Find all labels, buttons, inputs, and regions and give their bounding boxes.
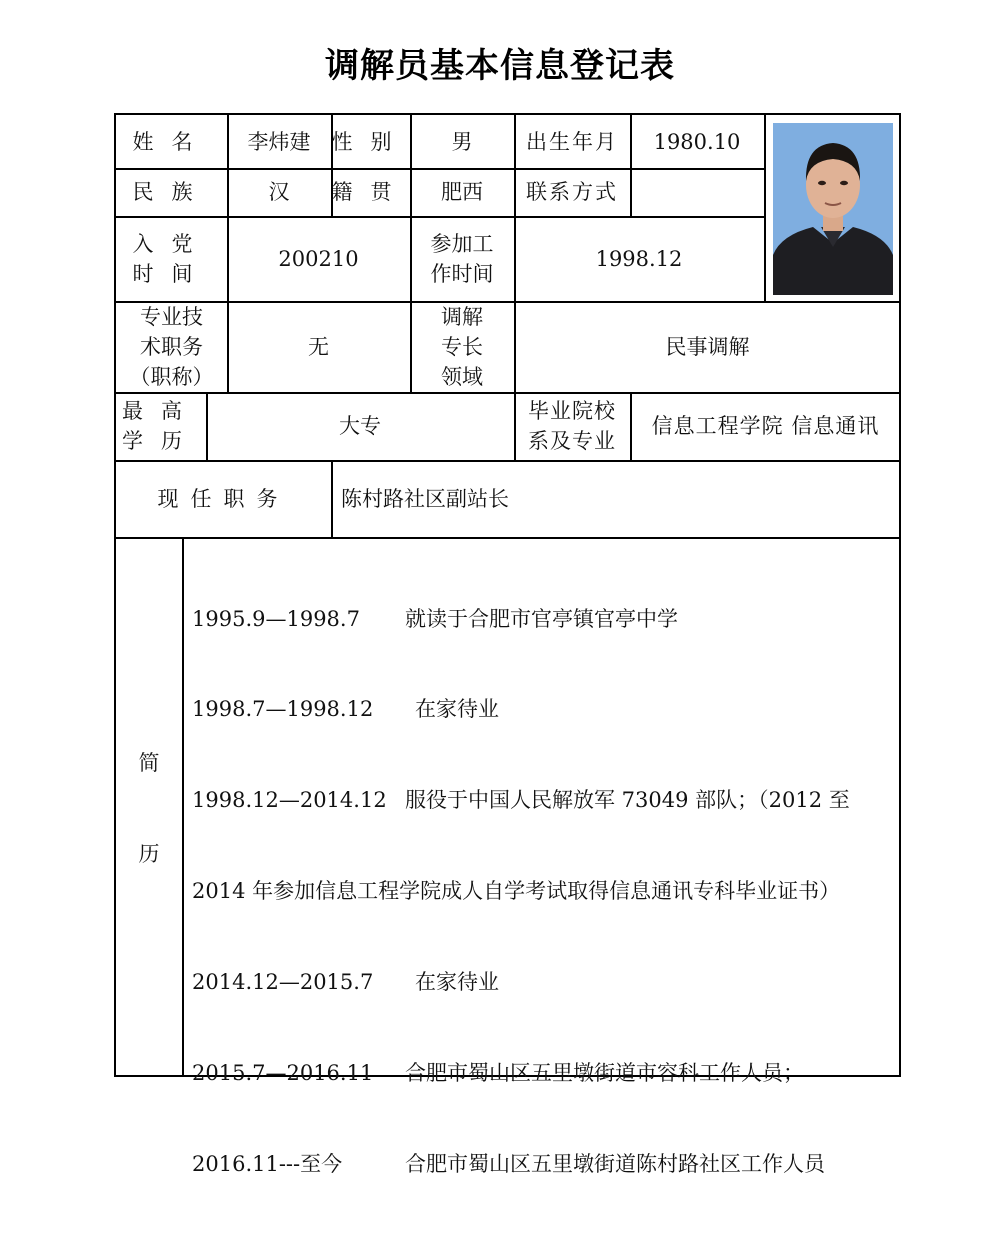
resume-text: 在家待业 xyxy=(415,970,499,995)
native-place-label: 籍贯 xyxy=(331,180,410,204)
ethnicity-value: 汉 xyxy=(268,180,290,204)
prof-title-value: 无 xyxy=(308,334,329,359)
work-start-label-line2: 作时间 xyxy=(430,261,494,286)
mediation-field-label-line1: 调解 xyxy=(441,304,483,329)
party-join-value: 200210 xyxy=(278,246,359,271)
gender-value: 男 xyxy=(451,129,473,154)
school-major-value: 信息工程学院 信息通讯 xyxy=(651,414,880,438)
party-join-label xyxy=(116,216,227,301)
resume-text: 就读于合肥市官亭镇官亭中学 xyxy=(405,606,678,631)
party-join-label-line2: 时间 xyxy=(132,261,211,286)
resume-label-1: 简 xyxy=(138,751,160,775)
name-label: 姓名 xyxy=(132,129,211,154)
resume-text: 2014 年参加信息工程学院成人自学考试取得信息通讯专科毕业证书） xyxy=(192,879,841,904)
prof-title-label-line1: 专业技 xyxy=(140,304,203,329)
mediation-field-label xyxy=(410,301,514,392)
party-join-label-line1: 入党 xyxy=(132,231,211,256)
resume-text: 合肥市蜀山区五里墩街道陈村路社区工作人员 xyxy=(405,1151,825,1176)
prof-title-label xyxy=(116,301,227,392)
resume-date: 1998.12—2014.12 xyxy=(192,788,387,813)
mediation-field-value: 民事调解 xyxy=(665,334,750,359)
resume-entry xyxy=(192,785,897,815)
resume-label-2: 历 xyxy=(138,842,160,866)
resume-entry xyxy=(192,876,897,906)
resume-text: 合肥市蜀山区五里墩街道市容科工作人员； xyxy=(405,1061,804,1086)
birth-label: 出生年月 xyxy=(526,129,618,154)
current-position-label: 现任职务 xyxy=(157,486,290,511)
native-place-value: 肥西 xyxy=(441,180,483,204)
school-major-label-line1: 毕业院校 xyxy=(528,399,616,423)
mediation-field-label-line3: 领域 xyxy=(441,364,483,389)
work-start-label xyxy=(410,216,514,301)
resume-entry xyxy=(192,967,897,997)
school-major-label-line2: 系及专业 xyxy=(528,429,616,453)
resume-date: 2016.11---至今 xyxy=(192,1151,343,1176)
education-label xyxy=(116,392,206,460)
resume-entry xyxy=(192,604,897,634)
name-value: 李炜建 xyxy=(247,129,311,154)
form-title: 调解员基本信息登记表 xyxy=(325,46,675,86)
current-position-value: 陈村路社区副站长 xyxy=(341,486,509,511)
prof-title-label-line3: （职称） xyxy=(129,364,214,389)
prof-title-label-line2: 术职务 xyxy=(140,334,203,359)
resume-entry xyxy=(192,1149,897,1179)
portrait-photo xyxy=(773,123,893,295)
col-divider xyxy=(182,537,184,1077)
resume-text: 在家待业 xyxy=(415,697,499,722)
education-label-line2: 学历 xyxy=(122,429,200,453)
resume-entry xyxy=(192,694,897,724)
ethnicity-label: 民族 xyxy=(132,180,211,204)
contact-value xyxy=(630,168,764,216)
resume-date: 1998.7—1998.12 xyxy=(192,697,374,722)
education-value: 大专 xyxy=(339,414,381,438)
work-start-value: 1998.12 xyxy=(595,246,683,271)
gender-label: 性别 xyxy=(331,129,410,154)
contact-label: 联系方式 xyxy=(526,180,618,204)
registration-form xyxy=(114,113,901,1176)
work-start-label-line1: 参加工 xyxy=(430,231,494,256)
resume-date: 1995.9—1998.7 xyxy=(192,606,360,631)
row-divider xyxy=(116,537,901,539)
school-major-label xyxy=(514,392,630,460)
resume-text: 服役于中国人民解放军 73049 部队；（2012 至 xyxy=(405,788,850,813)
person-portrait-icon xyxy=(773,123,893,295)
resume-list xyxy=(192,543,897,1240)
col-divider xyxy=(764,115,766,301)
resume-entry xyxy=(192,1058,897,1088)
birth-value: 1980.10 xyxy=(653,129,741,154)
resume-date: 2014.12—2015.7 xyxy=(192,970,374,995)
mediation-field-label-line2: 专长 xyxy=(441,334,483,359)
education-label-line1: 最高 xyxy=(122,399,200,423)
resume-date: 2015.7—2016.11 xyxy=(192,1061,374,1086)
